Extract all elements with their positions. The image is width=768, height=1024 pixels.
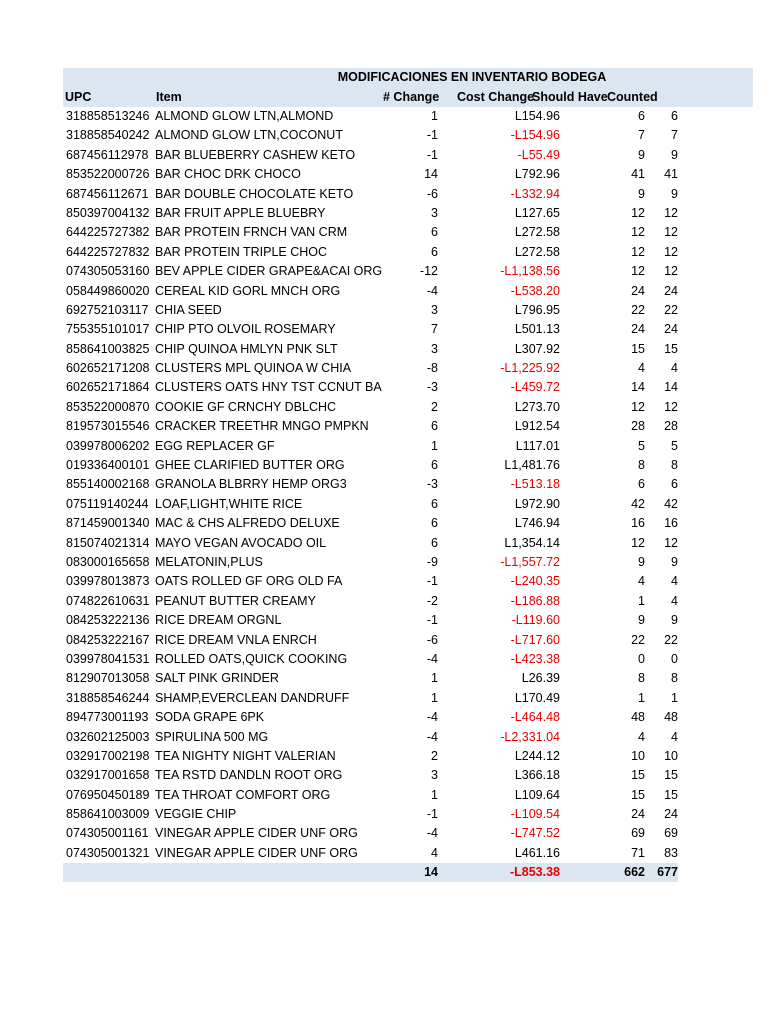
upc-cell: 894773001193 bbox=[66, 710, 149, 725]
change-cell: 6 bbox=[431, 458, 438, 473]
upc-cell: 074305053160 bbox=[66, 264, 150, 279]
change-cell: -12 bbox=[419, 264, 438, 279]
cost-change-cell: L244.12 bbox=[514, 748, 560, 763]
cost-change-cell: L307.92 bbox=[514, 341, 560, 356]
should-have-cell: 48 bbox=[631, 710, 645, 725]
table-row bbox=[63, 728, 753, 747]
item-cell: CHIP QUINOA HMLYN PNK SLT bbox=[155, 341, 338, 356]
upc-cell: 074305001161 bbox=[66, 826, 149, 841]
should-have-cell: 42 bbox=[631, 496, 645, 511]
cost-change-cell: L109.64 bbox=[514, 787, 560, 802]
cost-change-cell: -L55.49 bbox=[517, 147, 560, 162]
change-cell: -4 bbox=[426, 729, 438, 744]
table-row bbox=[63, 553, 753, 572]
counted-cell: 9 bbox=[671, 186, 678, 201]
table-row bbox=[63, 824, 753, 843]
counted-cell: 14 bbox=[664, 380, 678, 395]
upc-cell: 032917001658 bbox=[66, 768, 150, 783]
upc-cell: 084253222167 bbox=[66, 632, 150, 647]
cost-change-cell: L1,481.76 bbox=[504, 458, 560, 473]
counted-cell: 4 bbox=[671, 729, 678, 744]
should-have-cell: 14 bbox=[631, 380, 645, 395]
counted-cell: 6 bbox=[671, 477, 678, 492]
table-row bbox=[63, 301, 753, 320]
counted-cell: 12 bbox=[664, 244, 678, 259]
counted-cell: 12 bbox=[664, 535, 678, 550]
item-cell: BAR BLUEBERRY CASHEW KETO bbox=[155, 147, 356, 162]
change-cell: -1 bbox=[426, 613, 438, 628]
cost-change-cell: L501.13 bbox=[514, 322, 560, 337]
upc-cell: 812907013058 bbox=[66, 671, 150, 686]
change-cell: -1 bbox=[426, 147, 438, 162]
upc-cell: 850397004132 bbox=[66, 205, 150, 220]
should-have-cell: 10 bbox=[631, 748, 645, 763]
cost-change-cell: -L464.48 bbox=[510, 710, 560, 725]
item-cell: GHEE CLARIFIED BUTTER ORG bbox=[155, 458, 345, 473]
change-cell: 3 bbox=[431, 768, 438, 783]
counted-cell: 1 bbox=[671, 690, 678, 705]
change-cell: 4 bbox=[431, 845, 438, 860]
col-header-cost-change: Cost Change bbox=[457, 90, 535, 104]
counted-cell: 15 bbox=[664, 768, 678, 783]
change-cell: -9 bbox=[426, 554, 438, 569]
table-row bbox=[63, 107, 753, 126]
should-have-cell: 6 bbox=[638, 477, 645, 492]
item-cell: SALT PINK GRINDER bbox=[155, 671, 279, 686]
counted-cell: 48 bbox=[664, 710, 678, 725]
cost-change-cell: -L1,557.72 bbox=[500, 554, 560, 569]
total-change: 14 bbox=[424, 865, 438, 880]
cost-change-cell: L26.39 bbox=[521, 671, 560, 686]
cost-change-cell: -L332.94 bbox=[510, 186, 560, 201]
header-band bbox=[63, 68, 753, 107]
change-cell: -1 bbox=[426, 807, 438, 822]
cost-change-cell: -L1,225.92 bbox=[500, 361, 560, 376]
upc-cell: 039978006202 bbox=[66, 438, 150, 453]
change-cell: -4 bbox=[426, 826, 438, 841]
table-row bbox=[63, 475, 753, 494]
table-row bbox=[63, 340, 753, 359]
cost-change-cell: L273.70 bbox=[514, 399, 560, 414]
change-cell: -8 bbox=[426, 361, 438, 376]
table-row bbox=[63, 650, 753, 669]
item-cell: MAYO VEGAN AVOCADO OIL bbox=[155, 535, 327, 550]
total-should-have: 662 bbox=[624, 865, 645, 880]
should-have-cell: 24 bbox=[631, 322, 645, 337]
item-cell: BAR PROTEIN FRNCH VAN CRM bbox=[155, 225, 348, 240]
item-cell: VINEGAR APPLE CIDER UNF ORG bbox=[155, 826, 358, 841]
should-have-cell: 0 bbox=[638, 651, 645, 666]
counted-cell: 12 bbox=[664, 205, 678, 220]
table-row bbox=[63, 631, 753, 650]
change-cell: 2 bbox=[431, 748, 438, 763]
should-have-cell: 28 bbox=[631, 419, 645, 434]
change-cell: 3 bbox=[431, 341, 438, 356]
should-have-cell: 8 bbox=[638, 671, 645, 686]
change-cell: 6 bbox=[431, 496, 438, 511]
change-cell: -4 bbox=[426, 283, 438, 298]
should-have-cell: 22 bbox=[631, 302, 645, 317]
should-have-cell: 6 bbox=[638, 109, 645, 123]
item-cell: LOAF,LIGHT,WHITE RICE bbox=[155, 496, 303, 511]
table-row bbox=[63, 572, 753, 591]
upc-cell: 075119140244 bbox=[66, 496, 149, 511]
cost-change-cell: L170.49 bbox=[514, 690, 560, 705]
counted-cell: 7 bbox=[671, 128, 678, 143]
counted-cell: 4 bbox=[671, 574, 678, 589]
change-cell: -2 bbox=[426, 593, 438, 608]
upc-cell: 318858546244 bbox=[66, 690, 150, 705]
total-counted: 677 bbox=[657, 865, 678, 880]
should-have-cell: 9 bbox=[638, 147, 645, 162]
table-row bbox=[63, 844, 753, 863]
should-have-cell: 7 bbox=[638, 128, 645, 143]
should-have-cell: 1 bbox=[638, 690, 645, 705]
cost-change-cell: L461.16 bbox=[514, 845, 560, 860]
table-row bbox=[63, 262, 753, 281]
change-cell: -3 bbox=[426, 477, 438, 492]
cost-change-cell: L792.96 bbox=[514, 167, 560, 182]
cost-change-cell: -L186.88 bbox=[510, 593, 560, 608]
should-have-cell: 4 bbox=[638, 729, 645, 744]
item-cell: CHIA SEED bbox=[155, 302, 222, 317]
should-have-cell: 15 bbox=[631, 341, 645, 356]
counted-cell: 4 bbox=[671, 361, 678, 376]
upc-cell: 855140002168 bbox=[66, 477, 150, 492]
counted-cell: 0 bbox=[671, 651, 678, 666]
change-cell: -6 bbox=[426, 632, 438, 647]
table-row bbox=[63, 669, 753, 688]
item-cell: EGG REPLACER GF bbox=[155, 438, 275, 453]
item-cell: SPIRULINA 500 MG bbox=[155, 729, 269, 744]
upc-cell: 644225727382 bbox=[66, 225, 150, 240]
should-have-cell: 8 bbox=[638, 458, 645, 473]
should-have-cell: 69 bbox=[631, 826, 645, 841]
item-cell: MAC & CHS ALFREDO DELUXE bbox=[155, 516, 340, 531]
should-have-cell: 71 bbox=[631, 845, 645, 860]
change-cell: 2 bbox=[431, 399, 438, 414]
counted-cell: 24 bbox=[664, 283, 678, 298]
change-cell: -6 bbox=[426, 186, 438, 201]
table-row bbox=[63, 786, 753, 805]
change-cell: -4 bbox=[426, 710, 438, 725]
counted-cell: 83 bbox=[664, 845, 678, 860]
item-cell: OATS ROLLED GF ORG OLD FA bbox=[155, 574, 343, 589]
upc-cell: 602652171864 bbox=[66, 380, 150, 395]
cost-change-cell: L796.95 bbox=[514, 302, 560, 317]
cost-change-cell: -L2,331.04 bbox=[500, 729, 560, 744]
item-cell: BEV APPLE CIDER GRAPE&ACAI ORG bbox=[155, 264, 383, 279]
col-header-counted: Counted bbox=[607, 90, 658, 104]
upc-cell: 853522000726 bbox=[66, 167, 150, 182]
should-have-cell: 41 bbox=[631, 167, 645, 182]
upc-cell: 039978041531 bbox=[66, 651, 150, 666]
should-have-cell: 16 bbox=[631, 516, 645, 531]
counted-cell: 12 bbox=[664, 264, 678, 279]
table-row bbox=[63, 495, 753, 514]
upc-cell: 083000165658 bbox=[66, 554, 150, 569]
item-cell: ALMOND GLOW LTN,ALMOND bbox=[155, 109, 334, 123]
upc-cell: 032602125003 bbox=[66, 729, 150, 744]
should-have-cell: 1 bbox=[638, 593, 645, 608]
item-cell: RICE DREAM ORGNL bbox=[155, 613, 282, 628]
table-row bbox=[63, 456, 753, 475]
upc-cell: 687456112978 bbox=[66, 147, 149, 162]
inventory-sheet bbox=[63, 68, 753, 882]
counted-cell: 10 bbox=[664, 748, 678, 763]
upc-cell: 602652171208 bbox=[66, 361, 150, 376]
col-header-item: Item bbox=[156, 90, 182, 104]
cost-change-cell: L154.96 bbox=[514, 109, 560, 123]
item-cell: VINEGAR APPLE CIDER UNF ORG bbox=[155, 845, 358, 860]
item-cell: MELATONIN,PLUS bbox=[155, 554, 263, 569]
table-body bbox=[63, 107, 753, 863]
table-row bbox=[63, 320, 753, 339]
item-cell: TEA NIGHTY NIGHT VALERIAN bbox=[155, 748, 336, 763]
change-cell: 6 bbox=[431, 225, 438, 240]
should-have-cell: 15 bbox=[631, 768, 645, 783]
item-cell: ROLLED OATS,QUICK COOKING bbox=[155, 651, 348, 666]
should-have-cell: 4 bbox=[638, 574, 645, 589]
cost-change-cell: -L747.52 bbox=[510, 826, 560, 841]
should-have-cell: 9 bbox=[638, 186, 645, 201]
should-have-cell: 24 bbox=[631, 807, 645, 822]
item-cell: CHIP PTO OLVOIL ROSEMARY bbox=[155, 322, 336, 337]
should-have-cell: 12 bbox=[631, 399, 645, 414]
column-header-row bbox=[63, 87, 753, 107]
upc-cell: 644225727832 bbox=[66, 244, 150, 259]
upc-cell: 687456112671 bbox=[66, 186, 149, 201]
should-have-cell: 12 bbox=[631, 225, 645, 240]
counted-cell: 8 bbox=[671, 671, 678, 686]
upc-cell: 058449860020 bbox=[66, 283, 150, 298]
change-cell: -1 bbox=[426, 574, 438, 589]
cost-change-cell: -L423.38 bbox=[510, 651, 560, 666]
should-have-cell: 4 bbox=[638, 361, 645, 376]
totals-row bbox=[63, 863, 678, 882]
col-header-should-have: Should Have bbox=[532, 90, 608, 104]
cost-change-cell: L127.65 bbox=[514, 205, 560, 220]
should-have-cell: 12 bbox=[631, 535, 645, 550]
cost-change-cell: -L538.20 bbox=[510, 283, 560, 298]
cost-change-cell: L1,354.14 bbox=[504, 535, 560, 550]
table-row bbox=[63, 805, 753, 824]
table-row bbox=[63, 185, 753, 204]
counted-cell: 8 bbox=[671, 458, 678, 473]
table-row bbox=[63, 282, 753, 301]
counted-cell: 4 bbox=[671, 593, 678, 608]
cost-change-cell: L117.01 bbox=[515, 438, 560, 453]
should-have-cell: 15 bbox=[631, 787, 645, 802]
counted-cell: 22 bbox=[664, 632, 678, 647]
item-cell: BAR DOUBLE CHOCOLATE KETO bbox=[155, 186, 354, 201]
should-have-cell: 9 bbox=[638, 613, 645, 628]
cost-change-cell: L272.58 bbox=[514, 225, 560, 240]
table-row bbox=[63, 359, 753, 378]
table-row bbox=[63, 378, 753, 397]
cost-change-cell: L746.94 bbox=[514, 516, 560, 531]
change-cell: -1 bbox=[426, 128, 438, 143]
cost-change-cell: -L109.54 bbox=[510, 807, 560, 822]
item-cell: CRACKER TREETHR MNGO PMPKN bbox=[155, 419, 369, 434]
counted-cell: 28 bbox=[664, 419, 678, 434]
counted-cell: 24 bbox=[664, 322, 678, 337]
table-row bbox=[63, 592, 753, 611]
item-cell: COOKIE GF CRNCHY DBLCHC bbox=[155, 399, 337, 414]
item-cell: VEGGIE CHIP bbox=[155, 807, 237, 822]
item-cell: SODA GRAPE 6PK bbox=[155, 710, 265, 725]
upc-cell: 692752103117 bbox=[66, 302, 149, 317]
should-have-cell: 9 bbox=[638, 554, 645, 569]
counted-cell: 22 bbox=[664, 302, 678, 317]
counted-cell: 15 bbox=[664, 787, 678, 802]
upc-cell: 858641003009 bbox=[66, 807, 150, 822]
table-row bbox=[63, 126, 753, 145]
change-cell: 1 bbox=[431, 671, 438, 686]
change-cell: 3 bbox=[431, 205, 438, 220]
cost-change-cell: L366.18 bbox=[514, 768, 560, 783]
change-cell: -4 bbox=[426, 651, 438, 666]
upc-cell: 076950450189 bbox=[66, 787, 150, 802]
upc-cell: 318858513246 bbox=[66, 109, 150, 123]
cost-change-cell: L912.54 bbox=[514, 419, 560, 434]
upc-cell: 019336400101 bbox=[66, 458, 150, 473]
item-cell: CEREAL KID GORL MNCH ORG bbox=[155, 283, 341, 298]
counted-cell: 69 bbox=[664, 826, 678, 841]
item-cell: CLUSTERS MPL QUINOA W CHIA bbox=[155, 361, 352, 376]
table-row bbox=[63, 398, 753, 417]
change-cell: 1 bbox=[431, 438, 438, 453]
change-cell: -3 bbox=[426, 380, 438, 395]
col-header-change: # Change bbox=[383, 90, 440, 104]
table-row bbox=[63, 417, 753, 436]
item-cell: ALMOND GLOW LTN,COCONUT bbox=[155, 128, 343, 143]
upc-cell: 084253222136 bbox=[66, 613, 150, 628]
change-cell: 1 bbox=[431, 109, 438, 123]
item-cell: TEA RSTD DANDLN ROOT ORG bbox=[155, 768, 343, 783]
sheet-title: MODIFICACIONES EN INVENTARIO BODEGA bbox=[337, 70, 607, 84]
item-cell: RICE DREAM VNLA ENRCH bbox=[155, 632, 317, 647]
should-have-cell: 24 bbox=[631, 283, 645, 298]
upc-cell: 819573015546 bbox=[66, 419, 150, 434]
table-row bbox=[63, 611, 753, 630]
cost-change-cell: -L240.35 bbox=[510, 574, 560, 589]
cost-change-cell: -L717.60 bbox=[510, 632, 560, 647]
cost-change-cell: -L459.72 bbox=[510, 380, 560, 395]
upc-cell: 853522000870 bbox=[66, 399, 150, 414]
cost-change-cell: -L119.60 bbox=[511, 613, 560, 628]
upc-cell: 074305001321 bbox=[66, 845, 150, 860]
item-cell: BAR FRUIT APPLE BLUEBRY bbox=[155, 205, 326, 220]
counted-cell: 9 bbox=[671, 147, 678, 162]
total-cost-change: -L853.38 bbox=[509, 865, 560, 880]
should-have-cell: 12 bbox=[631, 244, 645, 259]
table-row bbox=[63, 766, 753, 785]
counted-cell: 12 bbox=[664, 225, 678, 240]
col-header-upc: UPC bbox=[65, 90, 92, 104]
table-row bbox=[63, 243, 753, 262]
item-cell: GRANOLA BLBRRY HEMP ORG3 bbox=[155, 477, 347, 492]
upc-cell: 858641003825 bbox=[66, 341, 150, 356]
change-cell: 1 bbox=[431, 690, 438, 705]
counted-cell: 16 bbox=[664, 516, 678, 531]
cost-change-cell: L972.90 bbox=[514, 496, 560, 511]
upc-cell: 755355101017 bbox=[66, 322, 150, 337]
counted-cell: 5 bbox=[671, 438, 678, 453]
cost-change-cell: L272.58 bbox=[514, 244, 560, 259]
should-have-cell: 5 bbox=[638, 438, 645, 453]
upc-cell: 032917002198 bbox=[66, 748, 150, 763]
cost-change-cell: -L154.96 bbox=[510, 128, 560, 143]
counted-cell: 15 bbox=[664, 341, 678, 356]
table-row bbox=[63, 437, 753, 456]
table-row bbox=[63, 223, 753, 242]
upc-cell: 039978013873 bbox=[66, 574, 150, 589]
item-cell: BAR PROTEIN TRIPLE CHOC bbox=[155, 244, 328, 259]
should-have-cell: 22 bbox=[631, 632, 645, 647]
counted-cell: 9 bbox=[671, 554, 678, 569]
upc-cell: 815074021314 bbox=[66, 535, 150, 550]
change-cell: 3 bbox=[431, 302, 438, 317]
table-row bbox=[63, 689, 753, 708]
cost-change-cell: -L1,138.56 bbox=[500, 264, 560, 279]
should-have-cell: 12 bbox=[631, 264, 645, 279]
upc-cell: 871459001340 bbox=[66, 516, 150, 531]
change-cell: 7 bbox=[431, 322, 438, 337]
item-cell: PEANUT BUTTER CREAMY bbox=[155, 593, 316, 608]
counted-cell: 12 bbox=[664, 399, 678, 414]
counted-cell: 42 bbox=[664, 496, 678, 511]
table-row bbox=[63, 747, 753, 766]
table-row bbox=[63, 146, 753, 165]
counted-cell: 24 bbox=[664, 807, 678, 822]
table-row bbox=[63, 165, 753, 184]
table-row bbox=[63, 514, 753, 533]
change-cell: 6 bbox=[431, 419, 438, 434]
upc-cell: 318858540242 bbox=[66, 128, 150, 143]
should-have-cell: 12 bbox=[631, 205, 645, 220]
item-cell: SHAMP,EVERCLEAN DANDRUFF bbox=[155, 690, 350, 705]
change-cell: 14 bbox=[424, 167, 438, 182]
item-cell: TEA THROAT COMFORT ORG bbox=[155, 787, 331, 802]
change-cell: 6 bbox=[431, 516, 438, 531]
counted-cell: 6 bbox=[671, 109, 678, 123]
cost-change-cell: -L513.18 bbox=[510, 477, 560, 492]
table-row bbox=[63, 204, 753, 223]
counted-cell: 9 bbox=[671, 613, 678, 628]
change-cell: 6 bbox=[431, 535, 438, 550]
change-cell: 1 bbox=[431, 787, 438, 802]
upc-cell: 074822610631 bbox=[66, 593, 150, 608]
table-row bbox=[63, 534, 753, 553]
table-row bbox=[63, 708, 753, 727]
item-cell: CLUSTERS OATS HNY TST CCNUT BA bbox=[155, 380, 382, 395]
change-cell: 6 bbox=[431, 244, 438, 259]
item-cell: BAR CHOC DRK CHOCO bbox=[155, 167, 301, 182]
counted-cell: 41 bbox=[664, 167, 678, 182]
